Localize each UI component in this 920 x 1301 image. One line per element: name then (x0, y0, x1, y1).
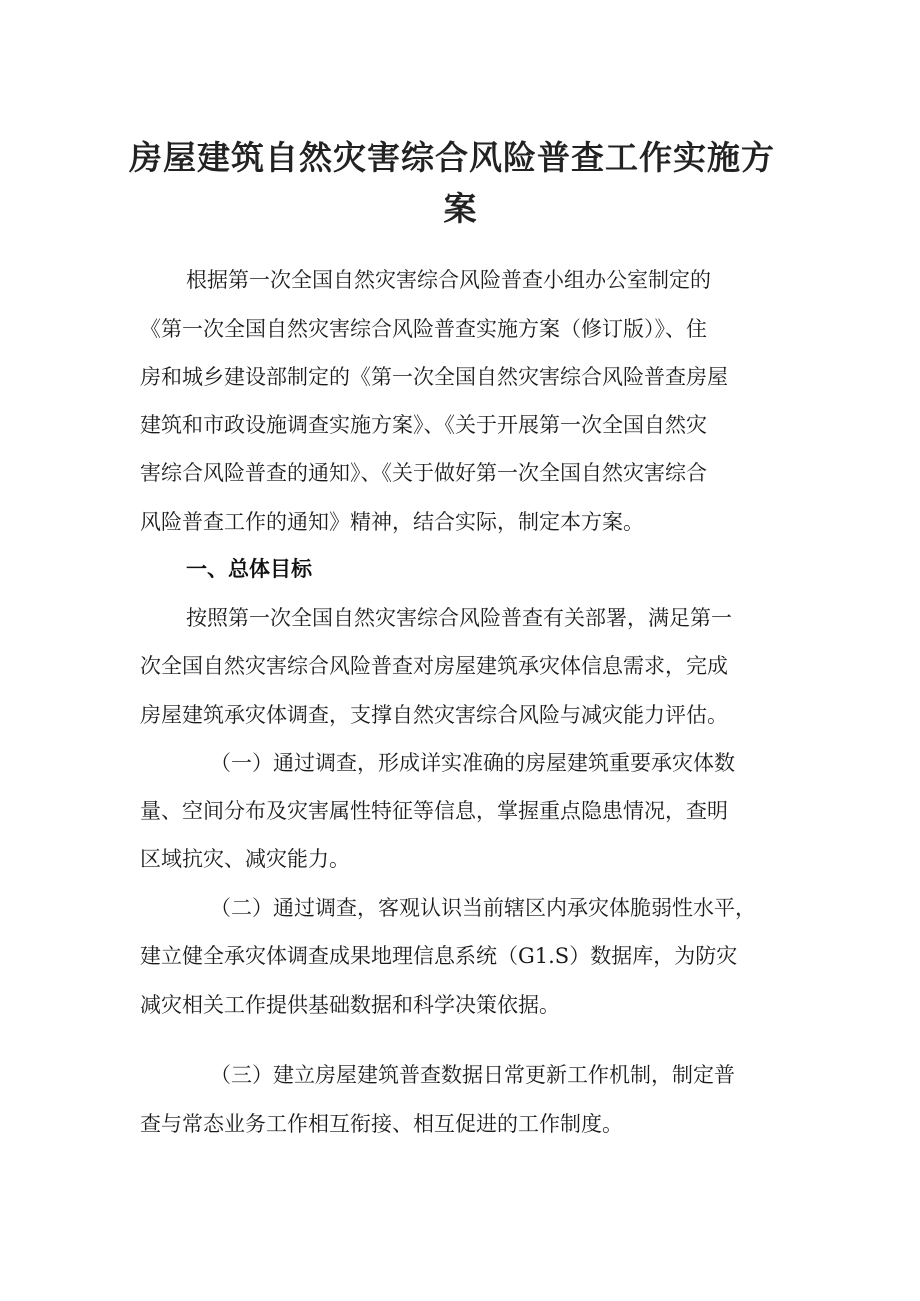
text-line: 房和城乡建设部制定的《第一次全国自然灾害综合风险普查房屋 (140, 365, 728, 389)
document-title-line-2: 案 (443, 189, 477, 228)
text-line: 次全国自然灾害综合风险普查对房屋建筑承灾体信息需求，完成 (140, 654, 728, 678)
document-title-line-1: 房屋建筑自然灾害综合风险普查工作实施方 (129, 138, 775, 177)
text-line: （三）建立房屋建筑普查数据日常更新工作机制，制定普 (210, 1063, 735, 1087)
text-line: （一）通过调查，形成详实准确的房屋建筑重要承灾体数 (210, 751, 735, 775)
text-line: 查与常态业务工作相互衔接、相互促进的工作制度。 (140, 1112, 623, 1136)
text-line: 减灾相关工作提供基础数据和科学决策依据。 (140, 993, 560, 1017)
text-line: 区域抗灾、减灾能力。 (140, 847, 350, 871)
text-line: 按照第一次全国自然灾害综合风险普查有关部署，满足第一 (186, 606, 732, 630)
text-line: 房屋建筑承灾体调查，支撑自然灾害综合风险与减灾能力评估。 (140, 703, 728, 727)
text-line: 风险普查工作的通知》精神，结合实际，制定本方案。 (140, 510, 644, 534)
section-heading: 一、总体目标 (186, 557, 312, 581)
text-line: （二）通过调查，客观认识当前辖区内承灾体脆弱性水平， (210, 896, 756, 920)
text-line: 建立健全承灾体调查成果地理信息系统（G1.S）数据库，为防灾 (140, 944, 738, 968)
text-line: 量、空间分布及灾害属性特征等信息，掌握重点隐患情况，查明 (140, 799, 728, 823)
text-line: 建筑和市政设施调查实施方案》、《关于开展第一次全国自然灾 (140, 413, 707, 437)
text-line: 根据第一次全国自然灾害综合风险普查小组办公室制定的 (186, 268, 711, 292)
text-line: 害综合风险普查的通知》、《关于做好第一次全国自然灾害综合 (140, 461, 707, 485)
text-line: 《第一次全国自然灾害综合风险普查实施方案（修订版）》、住 (140, 317, 707, 341)
